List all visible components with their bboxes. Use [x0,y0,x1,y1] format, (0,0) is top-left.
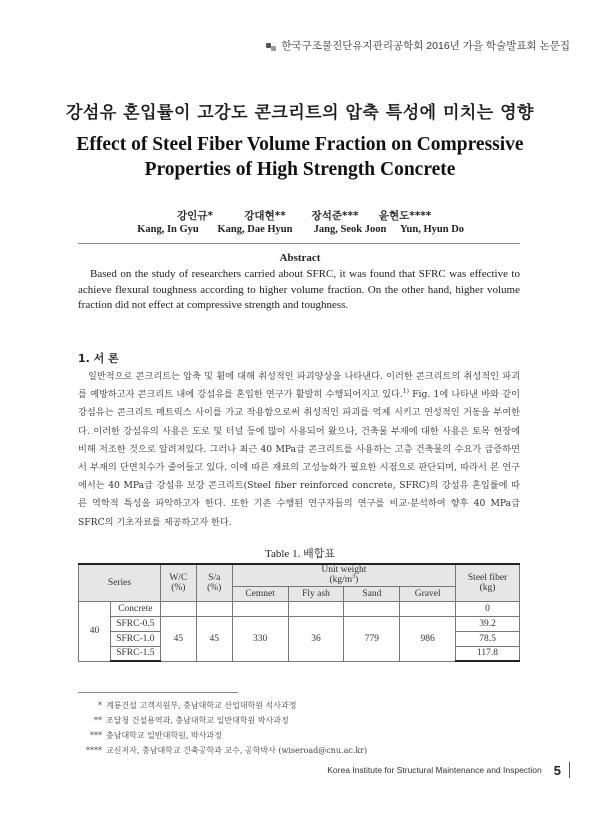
title-english-line1: Effect of Steel Fiber Volume Fraction on Compressive [76,134,524,155]
header-wc-unit: (%) [171,582,186,593]
cell-empty [288,601,344,616]
section-body [78,368,520,532]
cell-group: 40 [79,601,111,661]
cell-empty [344,601,400,616]
header-unit-weight [232,564,455,586]
cell-steel-fiber: 117.8 [456,646,520,661]
journal-logo-icon [265,40,277,52]
table-row [79,601,520,616]
page-footer [327,762,570,778]
section-text-b: Fig. 1에 나타낸 바와 같이 강섬유는 콘크리트 매트릭스 사이를 가교 작용함으로써 취성적인 파괴를 억제 시키고 연성적인 거동을 부여한다. 이러한 강섬유의 사용은 도로 및 터널 등에 많이 사용되어 왔으나, 건축물 부재에 대한 사용은 토목 현장에 비해 저조한 것으로 알려져있다. 그러나 최근 40 MPa급 콘크리트를 사용하는 고층 건축물의 수요가 급증하면서 부재의 단면치수가 줄어들고 있다. 이에 따른 재료의 고성능화가 필요한 시점으로 판단되며, 따라서 본 연구에서는 40 MPa급 강섬유 보강 콘크리트(Steel fiber reinforced concrete, SFRC)의 강섬유 혼입률에 따른 역학적 특성을 파악하고자 한다. 또한 기존 수행된 연구자들의 연구를 비교·분석하여 향후 40 MPa급 SFRC의 기초자료를 제공하고자 한다. [78,389,520,528]
footnote-text: 교신저자, 충남대학교 건축공학과 교수, 공학박사 (wiseroad@cnu.ac.kr) [106,746,368,755]
header-series: Series [79,564,161,601]
header-gravel: Gravel [400,586,456,601]
page-number: 5 [553,762,561,778]
mix-proportion-table [78,563,520,662]
table-row [79,616,520,631]
footnote-mark: * [98,701,102,710]
cell-empty [232,601,288,616]
header-unit-weight-label: Unit weight [321,565,367,576]
footnote-text: 조달청 건설용역과, 충남대학교 일반대학원 박사과정 [106,716,289,725]
header-steel-fiber-unit: (kg) [479,582,496,593]
abstract-heading: Abstract [279,252,321,264]
journal-header [265,38,570,53]
footnote [78,698,520,713]
footnote [78,713,520,728]
footnote-mark: **** [86,746,102,755]
section-heading: 1. 서 론 [78,352,119,365]
footnote-mark: *** [90,731,102,740]
author-name-en: Kang, Dae Hyun [217,224,293,235]
cell-steel-fiber: 78.5 [456,631,520,646]
cell-series-name: SFRC-1.0 [110,631,160,646]
author-name-ko: 강대현** [244,210,286,222]
cell-empty [400,601,456,616]
cell-series-name: Concrete [110,601,160,616]
cell-cement: 330 [232,616,288,661]
header-flyash: Fly ash [288,586,344,601]
table-caption: Table 1. 배합표 [265,548,335,560]
author-name-ko: 강인규* [177,210,213,222]
journal-name: 한국구조물진단유지관리공학회 2016년 가을 학술발표회 논문집 [281,40,570,52]
header-cement: Cemnet [232,586,288,601]
cell-flyash: 36 [288,616,344,661]
footer-organization: Korea Institute for Structural Maintenance and Inspection [327,765,542,775]
cell-steel-fiber: 39.2 [456,616,520,631]
header-steel-fiber [456,564,520,601]
cell-empty [160,601,196,616]
header-wc [160,564,196,601]
header-sa-label: S/a [208,572,221,583]
footnote [78,728,520,743]
header-sand: Sand [344,586,400,601]
footnote [78,743,520,758]
author-name-en: Jang, Seok Joon [313,224,387,235]
header-steel-fiber-label: Steel fiber [467,572,508,583]
cell-series-name: SFRC-0.5 [110,616,160,631]
citation-ref: 1) [402,388,409,396]
header-wc-label: W/C [169,572,188,583]
divider [78,243,520,244]
footnote-text: 충남대학교 일반대학원, 박사과정 [106,731,222,740]
cell-empty [196,601,232,616]
footnotes [78,698,520,758]
author-name-ko: 윤현도**** [378,210,432,222]
title-english-line2: Properties of High Strength Concrete [144,159,456,180]
author-name-en: Kang, In Gyu [137,224,199,235]
cell-gravel: 986 [400,616,456,661]
cell-steel-fiber: 0 [456,601,520,616]
title-korean: 강섬유 혼입률이 고강도 콘크리트의 압축 특성에 미치는 영향 [66,103,534,123]
header-unit-weight-sup: 3 [352,574,356,581]
footnote-divider [78,692,238,693]
footnote-mark: ** [94,716,102,725]
cell-sand: 779 [344,616,400,661]
footer-bar [569,762,570,778]
header-sa-unit: (%) [207,582,222,593]
section-text-a: 일반적으로 콘크리트는 압축 및 휨에 대해 취성적인 파괴양상을 나타낸다. 이러한 콘크리트의 취성적인 파괴를 예방하고자 콘크리트 내에 강섬유를 혼입한 연구가 활발히 수행되어지고 있다. [78,371,520,401]
header-unit-weight-unit: (kg/m [329,575,353,586]
header-sa [196,564,232,601]
title-english [0,132,600,182]
author-name-en: Yun, Hyun Do [399,224,465,235]
header-unit-weight-close: ) [355,575,359,586]
cell-series-name: SFRC-1.5 [110,646,160,661]
cell-sa: 45 [196,616,232,661]
cell-wc: 45 [160,616,196,661]
author-name-ko: 장석준*** [311,210,359,222]
abstract-text: Based on the study of researchers carried about SFRC, it was found that SFRC was effective to achieve flexural toughness according to higher volume fraction. On the other hand, higher volume fraction did not effect at compressive strength and toughness. [78,268,520,311]
footnote-text: 계룡건설 고객지원부, 충남대학교 산업대학원 석사과정 [106,701,297,710]
